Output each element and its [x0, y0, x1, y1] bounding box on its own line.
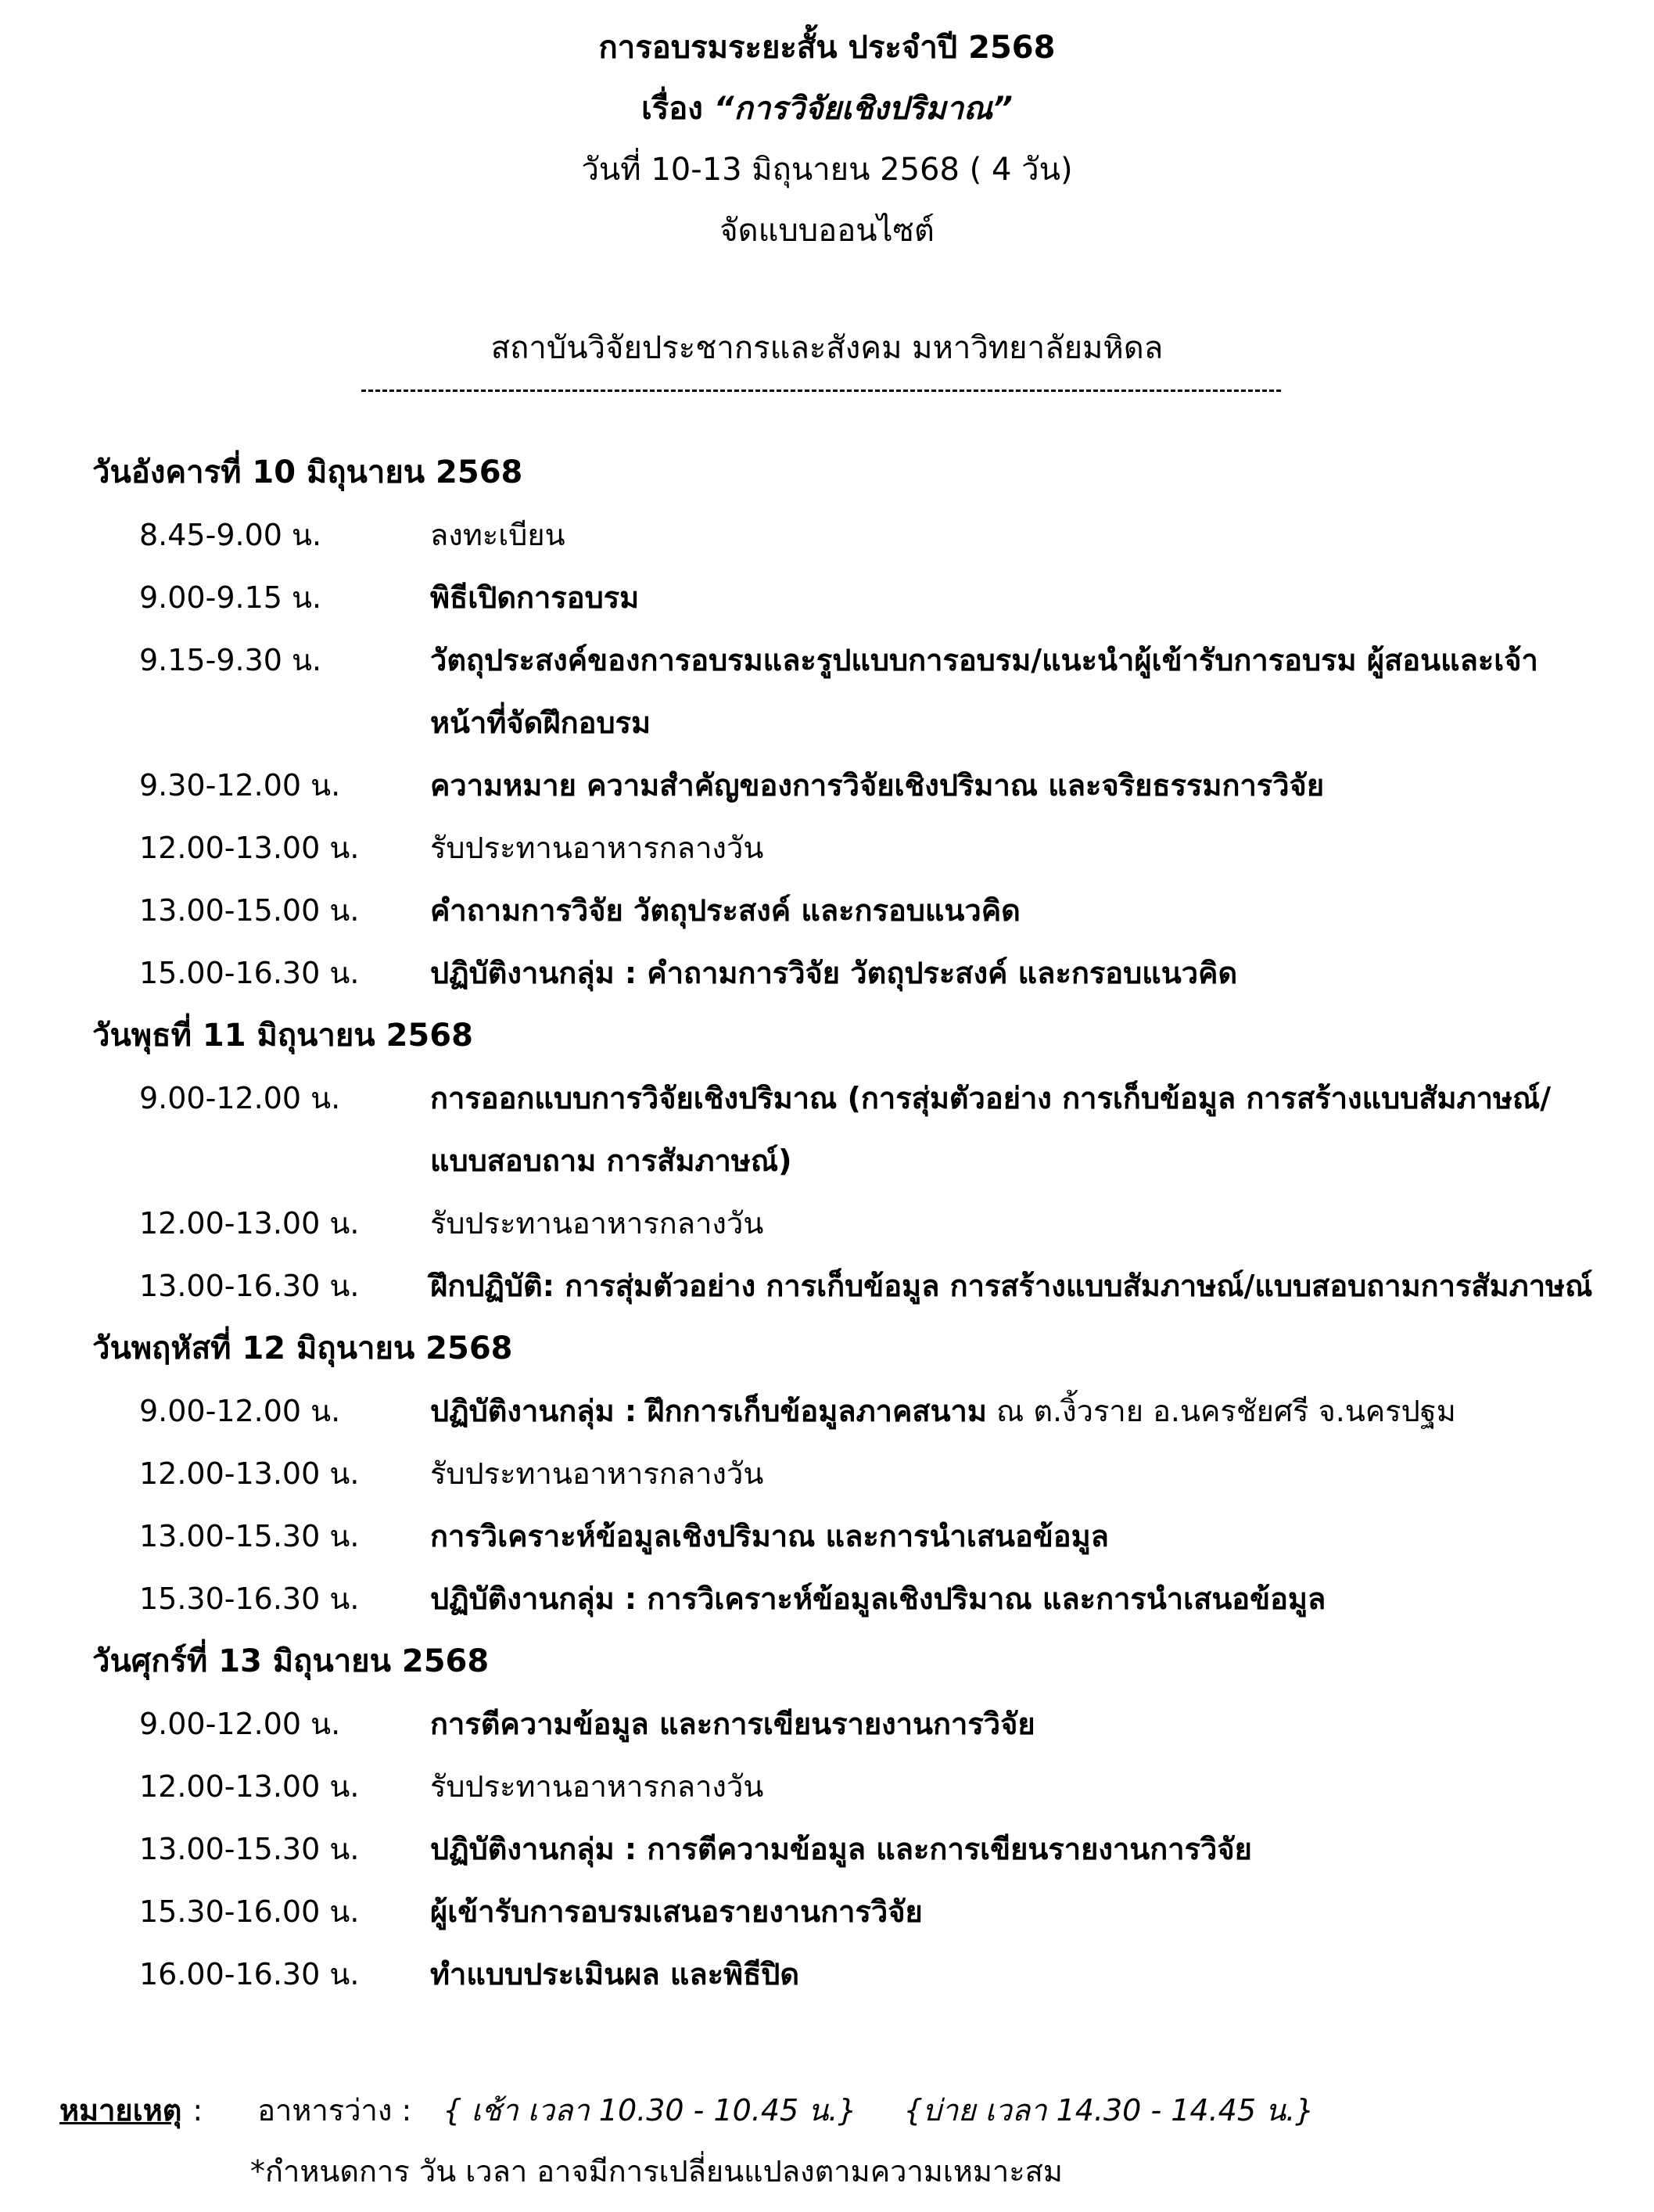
schedule-item	[0, 942, 1654, 1004]
schedule-item	[0, 566, 1654, 629]
item-time: 9.30-12.00 น.	[139, 768, 341, 803]
subject-prefix: เรื่อง	[641, 91, 714, 127]
item-description: การออกแบบการวิจัยเชิงปริมาณ (การสุ่มตัวอย่าง การเก็บข้อมูล การสร้างแบบสัมภาษณ์/แบบสอบถาม การสัมภาษณ์)	[430, 1081, 1552, 1178]
item-description: การวิเคราะห์ข้อมูลเชิงปริมาณ และการนำเสนอข้อมูล	[430, 1519, 1109, 1553]
day-heading: วันอังคารที่ 10 มิถุนายน 2568	[92, 454, 523, 490]
item-description: รับประทานอาหารกลางวัน	[430, 1769, 764, 1804]
schedule	[0, 441, 1654, 2006]
snack-label: อาหารว่าง :	[257, 2093, 412, 2128]
dashed-divider	[361, 390, 1281, 392]
item-description: รับประทานอาหารกลางวัน	[430, 1456, 764, 1491]
item-time: 9.00-12.00 น.	[139, 1394, 341, 1428]
item-description: ฝึกปฏิบัติ: การสุ่มตัวอย่าง การเก็บข้อมูล การสร้างแบบสัมภาษณ์/แบบสอบถามการสัมภาษณ์	[430, 1269, 1593, 1303]
institute-name: สถาบันวิจัยประชากรและสังคม มหาวิทยาลัยมหิดล	[490, 330, 1164, 366]
schedule-item	[0, 1380, 1654, 1442]
schedule-disclaimer: *กำหนดการ วัน เวลา อาจมีการเปลี่ยนแปลงตามความเหมาะสม	[250, 2154, 1063, 2189]
schedule-item	[0, 754, 1654, 817]
item-description: ทำแบบประเมินผล และพิธีปิด	[430, 1957, 800, 1991]
schedule-item	[0, 1067, 1654, 1192]
schedule-item	[0, 629, 1654, 754]
item-description: ปฏิบัติงานกลุ่ม : คำถามการวิจัย วัตถุประสงค์ และกรอบแนวคิด	[430, 956, 1238, 990]
item-description: ลงทะเบียน	[430, 518, 565, 552]
item-time: 13.00-16.30 น.	[139, 1269, 360, 1303]
day-heading: วันศุกร์ที่ 13 มิถุนายน 2568	[92, 1643, 490, 1679]
note-line	[59, 2081, 1314, 2140]
subject-title: “การวิจัยเชิงปริมาณ”	[713, 91, 1013, 127]
schedule-item	[0, 1880, 1654, 1943]
item-description-main: ปฏิบัติงานกลุ่ม : ฝึกการเก็บข้อมูลภาคสนาม	[430, 1394, 987, 1428]
subject-line	[0, 78, 1654, 139]
item-time: 15.00-16.30 น.	[139, 956, 360, 990]
day-heading: วันพุธที่ 11 มิถุนายน 2568	[92, 1018, 473, 1054]
item-description: รับประทานอาหารกลางวัน	[430, 1206, 764, 1241]
afternoon-snack-time: {บ่าย เวลา 14.30 - 14.45 น.}	[903, 2093, 1315, 2128]
schedule-item	[0, 1755, 1654, 1818]
item-time: 12.00-13.00 น.	[139, 1206, 360, 1241]
item-time: 13.00-15.30 น.	[139, 1519, 360, 1553]
schedule-item	[0, 1255, 1654, 1317]
schedule-item	[0, 1818, 1654, 1880]
schedule-item	[0, 1442, 1654, 1505]
item-time: 12.00-13.00 น.	[139, 1769, 360, 1804]
item-description: การตีความข้อมูล และการเขียนรายงานการวิจัย	[430, 1707, 1035, 1741]
schedule-item	[0, 817, 1654, 879]
day-heading: วันพฤหัสที่ 12 มิถุนายน 2568	[92, 1330, 513, 1366]
training-title: การอบรมระยะสั้น ประจำปี 2568	[598, 30, 1056, 66]
schedule-item	[0, 504, 1654, 566]
item-time: 12.00-13.00 น.	[139, 1456, 360, 1491]
item-time: 9.00-9.15 น.	[139, 580, 322, 615]
schedule-item	[0, 1192, 1654, 1255]
schedule-item	[0, 1693, 1654, 1755]
item-time: 13.00-15.30 น.	[139, 1832, 360, 1866]
item-time: 15.30-16.30 น.	[139, 1582, 360, 1616]
item-time: 13.00-15.00 น.	[139, 893, 360, 928]
item-time: 9.00-12.00 น.	[139, 1081, 341, 1115]
item-time: 15.30-16.00 น.	[139, 1894, 360, 1929]
item-description: รับประทานอาหารกลางวัน	[430, 831, 764, 865]
note-colon: :	[192, 2093, 203, 2128]
item-time: 12.00-13.00 น.	[139, 831, 360, 865]
schedule-item	[0, 1567, 1654, 1630]
note-label: หมายเหตุ	[59, 2093, 182, 2128]
item-description: ความหมาย ความสำคัญของการวิจัยเชิงปริมาณ และจริยธรรมการวิจัย	[430, 768, 1325, 803]
item-description: คำถามการวิจัย วัตถุประสงค์ และกรอบแนวคิด	[430, 893, 1021, 928]
item-description: ผู้เข้ารับการอบรมเสนอรายงานการวิจัย	[430, 1894, 923, 1929]
item-time: 9.15-9.30 น.	[139, 643, 322, 677]
training-dates: วันที่ 10-13 มิถุนายน 2568 ( 4 วัน)	[581, 152, 1073, 188]
item-description: วัตถุประสงค์ของการอบรมและรูปแบบการอบรม/แนะนำผู้เข้ารับการอบรม ผู้สอนและเจ้าหน้าที่จัดฝึกอบรม	[430, 643, 1538, 740]
schedule-item	[0, 1943, 1654, 2006]
document-header	[0, 17, 1654, 261]
item-description: พิธีเปิดการอบรม	[430, 580, 640, 615]
item-time: 8.45-9.00 น.	[139, 518, 322, 552]
item-description-location: ณ ต.งิ้วราย อ.นครชัยศรี จ.นครปฐม	[986, 1394, 1456, 1428]
training-format: จัดแบบออนไซต์	[719, 213, 935, 249]
item-description: ปฏิบัติงานกลุ่ม : การวิเคราะห์ข้อมูลเชิงปริมาณ และการนำเสนอข้อมูล	[430, 1582, 1326, 1616]
schedule-item	[0, 1505, 1654, 1567]
morning-snack-time: { เช้า เวลา 10.30 - 10.45 น.}	[443, 2093, 857, 2128]
item-description: ปฏิบัติงานกลุ่ม : การตีความข้อมูล และการเขียนรายงานการวิจัย	[430, 1832, 1252, 1866]
schedule-item	[0, 879, 1654, 942]
item-time: 16.00-16.30 น.	[139, 1957, 360, 1991]
item-description	[430, 1380, 1611, 1442]
item-time: 9.00-12.00 น.	[139, 1707, 341, 1741]
